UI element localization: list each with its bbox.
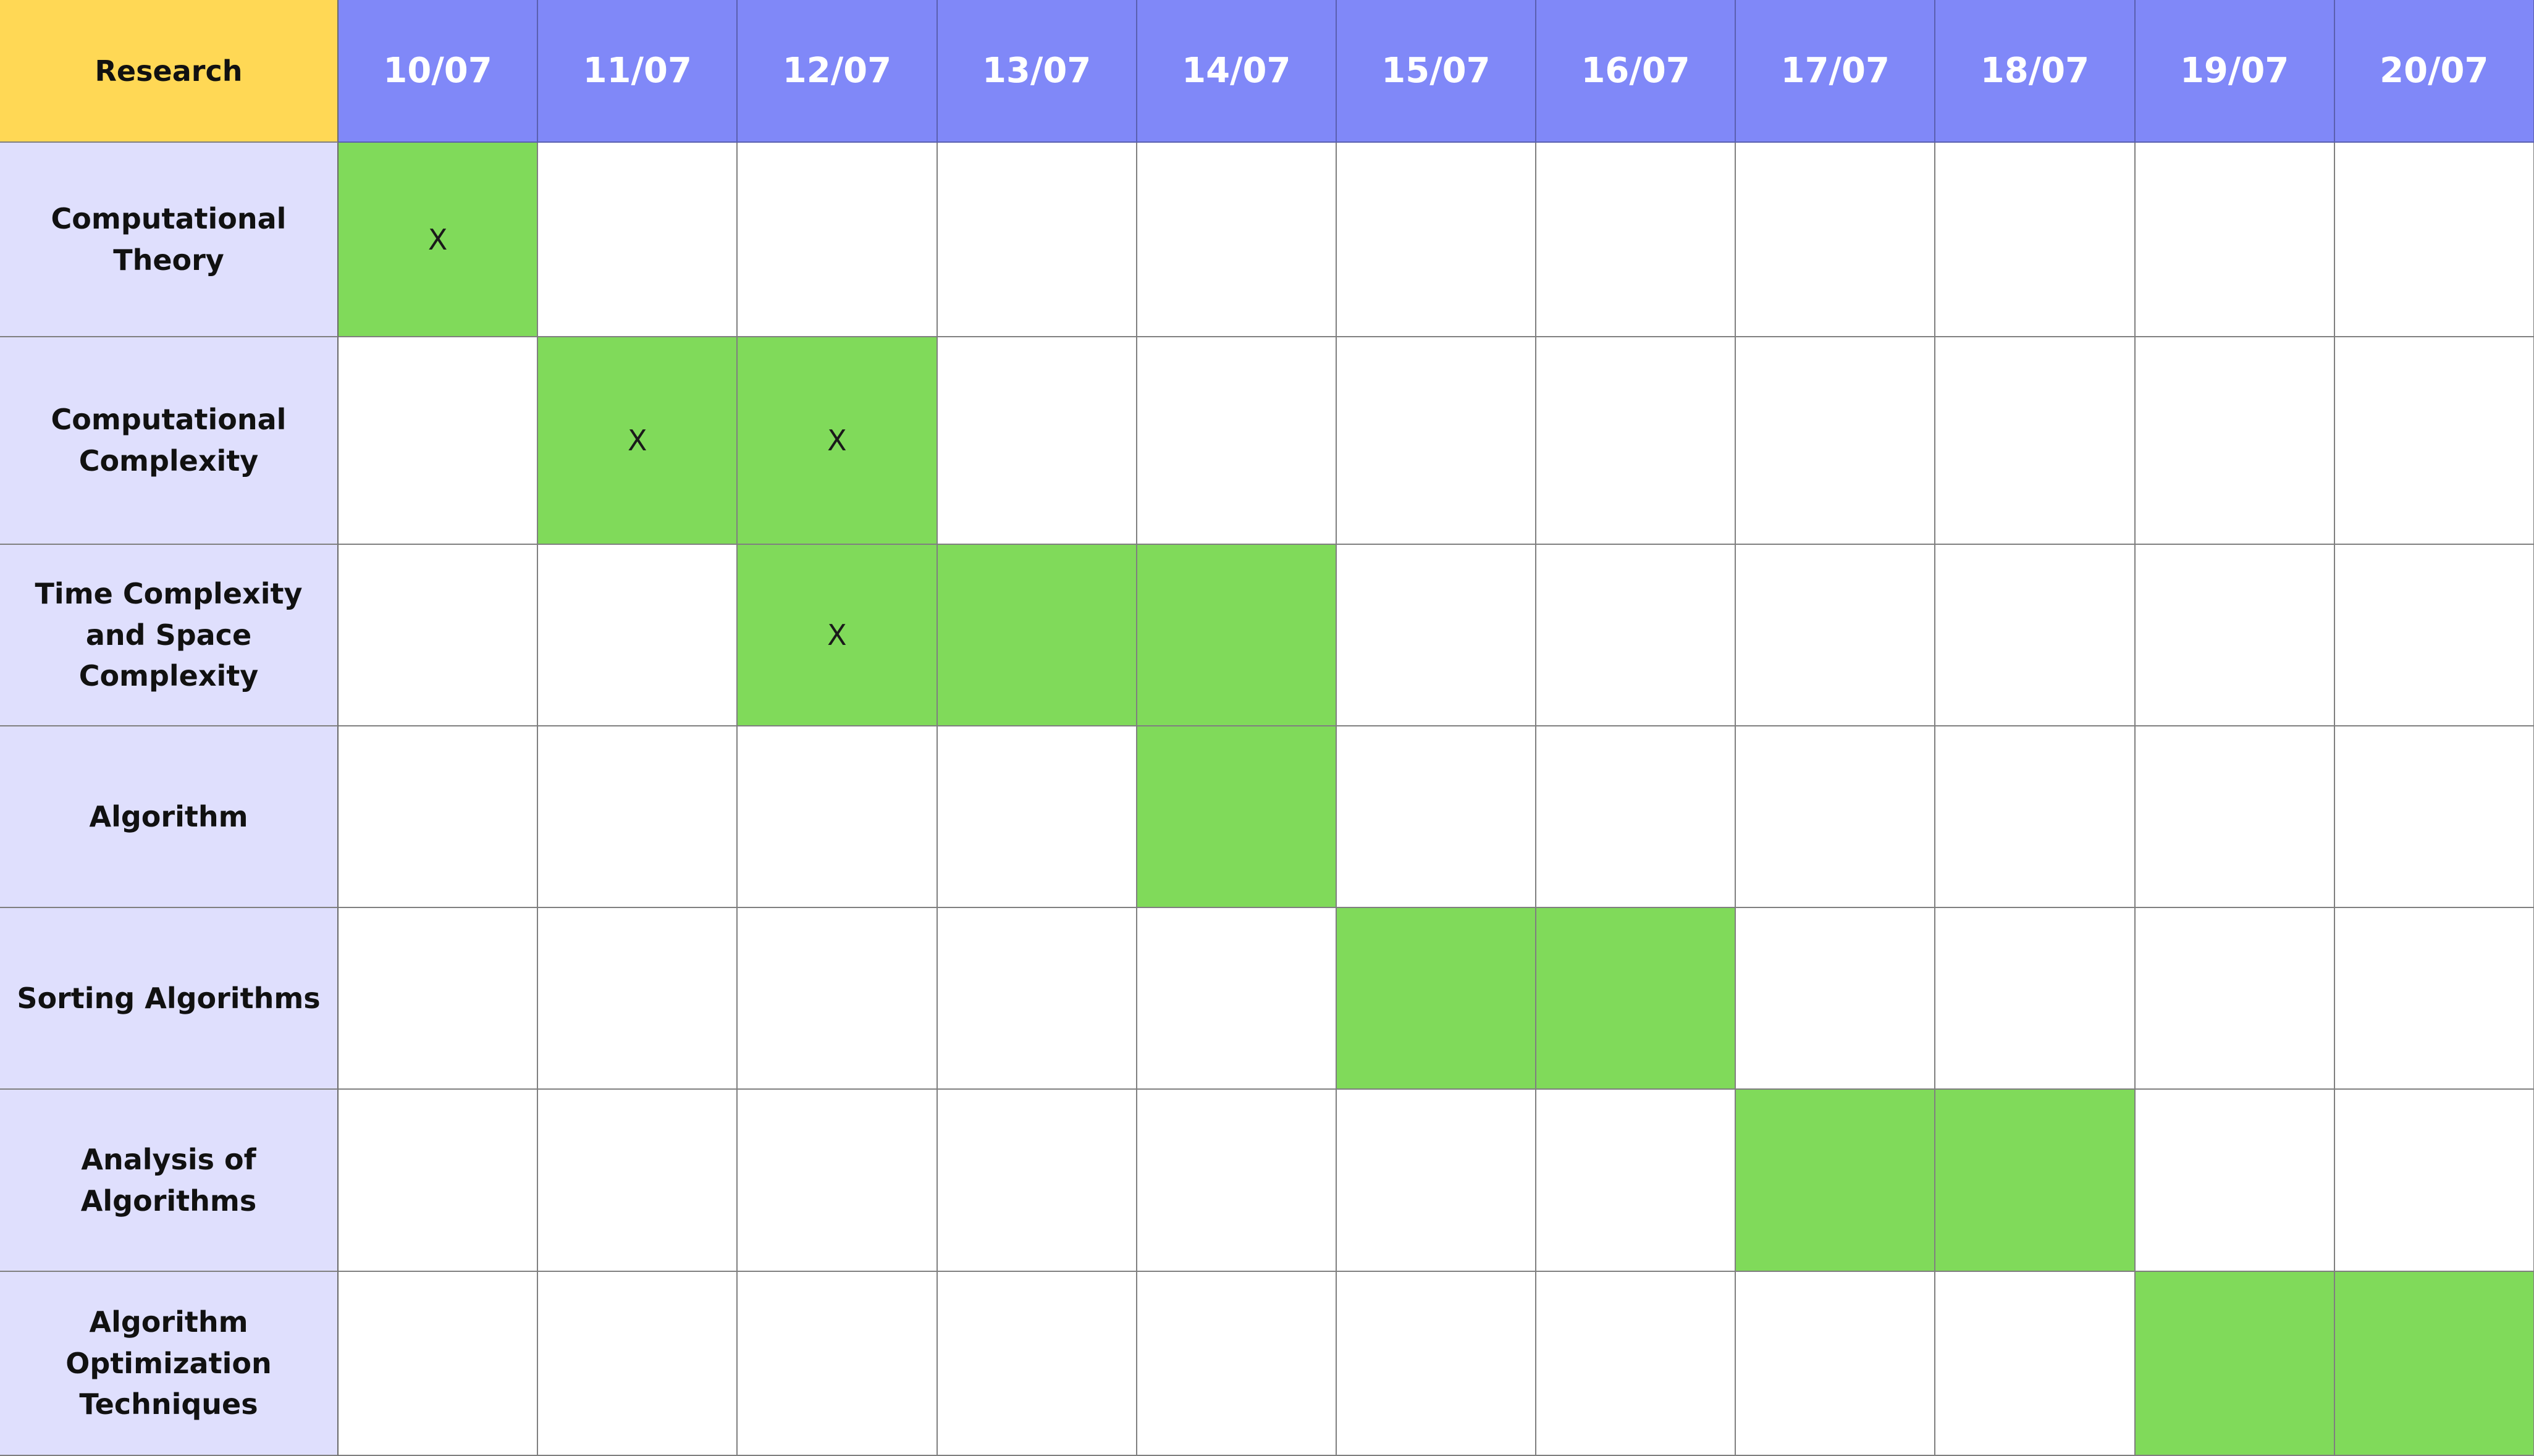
- schedule-cell-filled: [1935, 1090, 2135, 1272]
- date-header-19-07: 19/07: [2136, 0, 2335, 143]
- schedule-cell-empty: [339, 726, 538, 908]
- x-mark: X: [827, 424, 847, 457]
- header-research-label: Research: [0, 0, 339, 143]
- schedule-cell-empty: [1935, 337, 2135, 545]
- task-label: Analysis of Algorithms: [0, 1090, 339, 1272]
- schedule-cell-empty: [2335, 337, 2534, 545]
- schedule-cell-empty: [2136, 1090, 2335, 1272]
- task-label: Time Complexity and Space Complexity: [0, 545, 339, 726]
- schedule-cell-filled: [538, 337, 738, 545]
- schedule-cell-empty: [1137, 143, 1337, 337]
- schedule-cell-empty: [1536, 1272, 1736, 1456]
- schedule-cell-empty: [1935, 1272, 2135, 1456]
- schedule-cell-empty: [538, 143, 738, 337]
- schedule-cell-filled: [938, 545, 1137, 726]
- schedule-cell-filled: [1137, 545, 1337, 726]
- schedule-cell-empty: [938, 726, 1137, 908]
- task-label: Computational Theory: [0, 143, 339, 337]
- schedule-cell-empty: [1536, 1090, 1736, 1272]
- schedule-cell-empty: [1536, 545, 1736, 726]
- schedule-cell-empty: [2136, 908, 2335, 1090]
- schedule-cell-empty: [2335, 545, 2534, 726]
- schedule-cell-empty: [1736, 908, 1935, 1090]
- schedule-cell-empty: [938, 337, 1137, 545]
- schedule-cell-empty: [2136, 726, 2335, 908]
- schedule-cell-empty: [1935, 545, 2135, 726]
- schedule-cell-empty: [738, 1272, 937, 1456]
- task-label: Computational Complexity: [0, 337, 339, 545]
- date-header-10-07: 10/07: [339, 0, 538, 143]
- schedule-cell-empty: [538, 726, 738, 908]
- schedule-cell-empty: [938, 908, 1137, 1090]
- task-label: Algorithm Optimization Techniques: [0, 1272, 339, 1456]
- schedule-cell-empty: [538, 908, 738, 1090]
- schedule-cell-empty: [1935, 908, 2135, 1090]
- schedule-cell-empty: [1337, 1090, 1536, 1272]
- date-header-20-07: 20/07: [2335, 0, 2534, 143]
- schedule-cell-empty: [1536, 143, 1736, 337]
- schedule-cell-filled: [738, 545, 937, 726]
- schedule-cell-empty: [1536, 726, 1736, 908]
- schedule-cell-empty: [538, 1090, 738, 1272]
- schedule-cell-empty: [1935, 726, 2135, 908]
- date-header-12-07: 12/07: [738, 0, 937, 143]
- schedule-cell-empty: [1337, 1272, 1536, 1456]
- schedule-cell-empty: [339, 1272, 538, 1456]
- schedule-cell-filled: [339, 143, 538, 337]
- schedule-cell-empty: [1736, 545, 1935, 726]
- schedule-cell-empty: [1337, 545, 1536, 726]
- schedule-cell-empty: [2136, 337, 2335, 545]
- task-label: Algorithm: [0, 726, 339, 908]
- schedule-cell-empty: [339, 545, 538, 726]
- schedule-cell-empty: [1935, 143, 2135, 337]
- schedule-cell-empty: [2136, 143, 2335, 337]
- date-header-16-07: 16/07: [1536, 0, 1736, 143]
- schedule-cell-filled: [1337, 908, 1536, 1090]
- schedule-cell-empty: [1337, 143, 1536, 337]
- schedule-cell-empty: [2335, 726, 2534, 908]
- x-mark: X: [427, 222, 448, 256]
- schedule-cell-empty: [738, 143, 937, 337]
- schedule-cell-empty: [1337, 726, 1536, 908]
- schedule-cell-empty: [339, 337, 538, 545]
- schedule-cell-filled: [1536, 908, 1736, 1090]
- schedule-cell-empty: [738, 726, 937, 908]
- schedule-cell-empty: [938, 1090, 1137, 1272]
- schedule-cell-empty: [1736, 1272, 1935, 1456]
- schedule-cell-empty: [1137, 908, 1337, 1090]
- schedule-cell-empty: [1137, 1090, 1337, 1272]
- schedule-cell-empty: [938, 143, 1137, 337]
- schedule-cell-empty: [339, 1090, 538, 1272]
- date-header-14-07: 14/07: [1137, 0, 1337, 143]
- date-header-18-07: 18/07: [1935, 0, 2135, 143]
- schedule-cell-empty: [1536, 337, 1736, 545]
- schedule-cell-empty: [1736, 143, 1935, 337]
- schedule-cell-empty: [538, 1272, 738, 1456]
- x-mark: X: [827, 618, 847, 652]
- schedule-cell-empty: [1137, 337, 1337, 545]
- schedule-cell-filled: [738, 337, 937, 545]
- schedule-cell-empty: [2335, 143, 2534, 337]
- date-header-17-07: 17/07: [1736, 0, 1935, 143]
- schedule-cell-filled: [1137, 726, 1337, 908]
- date-header-11-07: 11/07: [538, 0, 738, 143]
- schedule-cell-empty: [2335, 1090, 2534, 1272]
- date-header-15-07: 15/07: [1337, 0, 1536, 143]
- schedule-cell-filled: [1736, 1090, 1935, 1272]
- schedule-cell-empty: [339, 908, 538, 1090]
- schedule-cell-filled: [2335, 1272, 2534, 1456]
- schedule-cell-empty: [738, 1090, 937, 1272]
- schedule-cell-empty: [1736, 337, 1935, 545]
- schedule-cell-empty: [1736, 726, 1935, 908]
- x-mark: X: [628, 424, 647, 457]
- schedule-cell-empty: [538, 545, 738, 726]
- schedule-cell-empty: [1137, 1272, 1337, 1456]
- schedule-cell-filled: [2136, 1272, 2335, 1456]
- schedule-cell-empty: [2136, 545, 2335, 726]
- date-header-13-07: 13/07: [938, 0, 1137, 143]
- schedule-cell-empty: [1337, 337, 1536, 545]
- schedule-cell-empty: [938, 1272, 1137, 1456]
- schedule-cell-empty: [2335, 908, 2534, 1090]
- schedule-cell-empty: [738, 908, 937, 1090]
- task-label: Sorting Algorithms: [0, 908, 339, 1090]
